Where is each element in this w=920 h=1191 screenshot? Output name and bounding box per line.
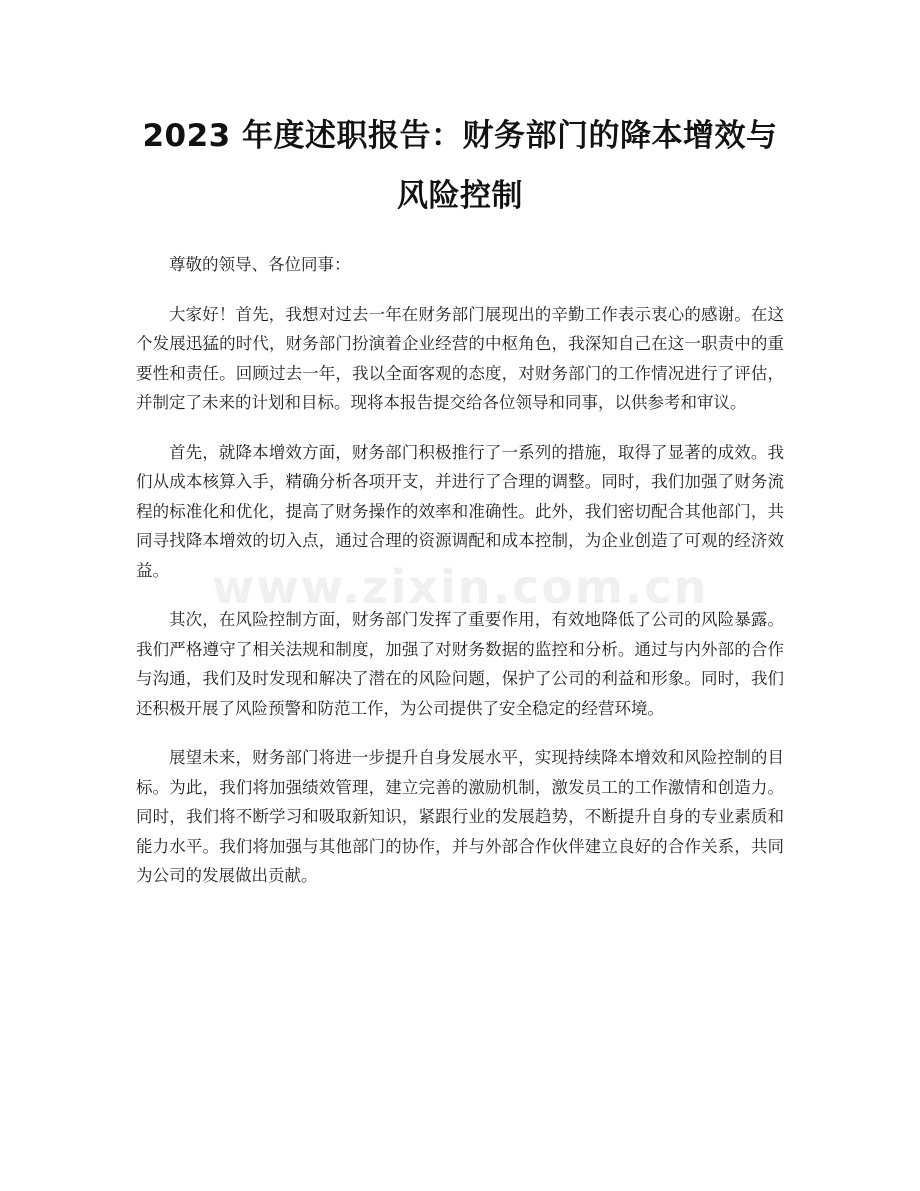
document-title (100, 106, 820, 226)
greeting: 尊敬的领导、各位同事： (169, 255, 351, 274)
watermark: www.zixin.com.cn (211, 560, 709, 614)
paragraph-1: 大家好！首先，我想对过去一年在财务部门展现出的辛勤工作表示衷心的感谢。在这个发展迅猛的时代，财务部门扮演着企业经营的中枢角色，我深知自己在这一职责中的重要性和责任。回顾过去一年，我以全面客观的态度，对财务部门的工作情况进行了评估，并制定了未来的计划和目标。现将本报告提交给各位领导和同事，以供参考和审议。 (136, 304, 784, 412)
paragraph-4: 展望未来，财务部门将进一步提升自身发展水平，实现持续降本增效和风险控制的目标。为此，我们将加强绩效管理，建立完善的激励机制，激发员工的工作激情和创造力。同时，我们将不断学习和吸取新知识，紧跟行业的发展趋势，不断提升自身的专业素质和能力水平。我们将加强与其他部门的协作，并与外部合作伙伴建立良好的合作关系，共同为公司的发展做出贡献。 (136, 748, 784, 885)
title-line-2: 风险控制 (397, 178, 523, 214)
title-line-1: 2023 年度述职报告：财务部门的降本增效与 (142, 118, 778, 154)
paragraph-2: 首先，就降本增效方面，财务部门积极推行了一系列的措施，取得了显著的成效。我们从成本核算入手，精确分析各项开支，并进行了合理的调整。同时，我们加强了财务流程的标准化和优化，提高了财务操作的效率和准确性。此外，我们密切配合其他部门，共同寻找降本增效的切入点，通过合理的资源调配和成本控制，为企业创造了可观的经济效益。 (136, 442, 784, 580)
paragraph-3: 其次，在风险控制方面，财务部门发挥了重要作用，有效地降低了公司的风险暴露。我们严格遵守了相关法规和制度，加强了对财务数据的监控和分析。通过与内外部的合作与沟通，我们及时发现和解决了潜在的风险问题，保护了公司的利益和形象。同时，我们还积极开展了风险预警和防范工作，为公司提供了安全稳定的经营环境。 (136, 610, 784, 718)
document-body (136, 250, 784, 911)
